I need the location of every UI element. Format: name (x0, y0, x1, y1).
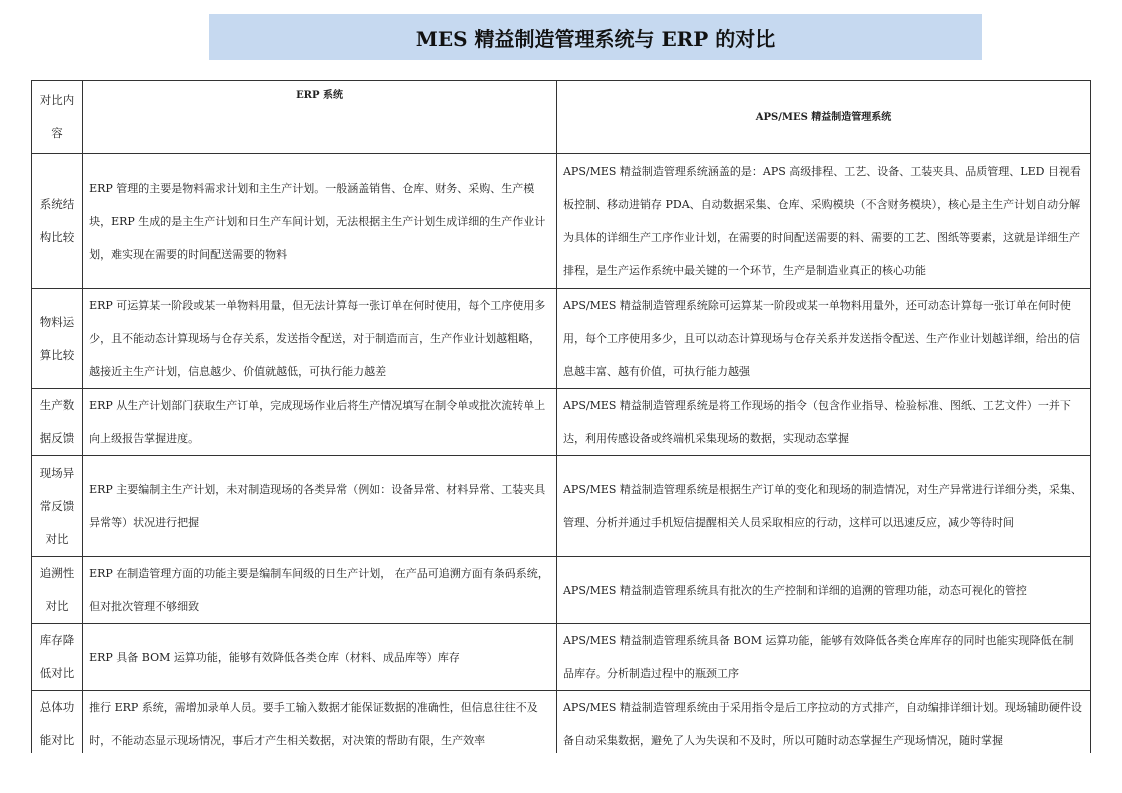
header-label-cell: 对比内容 (32, 81, 83, 154)
row-label: 总体功能对比 (32, 691, 83, 754)
table-row (32, 691, 1091, 754)
table-header-row (32, 81, 1091, 154)
row-label: 生产数据反馈 (32, 389, 83, 456)
row-label: 追溯性对比 (32, 557, 83, 624)
table-row (32, 624, 1091, 691)
row-label: 物料运算比较 (32, 289, 83, 389)
table-row (32, 389, 1091, 456)
table-row (32, 456, 1091, 557)
row-label: 库存降低对比 (32, 624, 83, 691)
row-label: 系统结构比较 (32, 154, 83, 289)
comparison-table (31, 80, 1091, 753)
mes-cell: APS/MES 精益制造管理系统具备 BOM 运算功能，能够有效降低各类仓库库存的同时也能实现降低在制品库存。分析制造过程中的瓶颈工序 (556, 624, 1090, 691)
erp-cell: ERP 管理的主要是物料需求计划和主生产计划。一般涵盖销售、仓库、财务、采购、生产模块，ERP 生成的是主生产计划和日生产车间计划，无法根据主生产计划生成详细的生产作业计划，难实现在需要的时间配送需要的物料 (83, 154, 557, 289)
mes-cell: APS/MES 精益制造管理系统具有批次的生产控制和详细的追溯的管理功能，动态可视化的管控 (556, 557, 1090, 624)
mes-cell: APS/MES 精益制造管理系统是根据生产订单的变化和现场的制造情况，对生产异常进行详细分类，采集、管理、分析并通过手机短信提醒相关人员采取相应的行动，这样可以迅速反应，减少等待时间 (556, 456, 1090, 557)
mes-cell: APS/MES 精益制造管理系统除可运算某一阶段或某一单物料用量外，还可动态计算每一张订单在何时使用，每个工序使用多少，且可以动态计算现场与仓存关系并发送指令配送、生产作业计划越详细，给出的信息越丰富、越有价值，可执行能力越强 (556, 289, 1090, 389)
header-mes-cell: APS/MES 精益制造管理系统 (556, 81, 1090, 154)
erp-cell: 推行 ERP 系统，需增加录单人员。要手工输入数据才能保证数据的准确性，但信息往往不及时，不能动态显示现场情况，事后才产生相关数据，对决策的帮助有限，生产效率 (83, 691, 557, 754)
page-title: MES 精益制造管理系统与 ERP 的对比 (209, 14, 982, 60)
header-erp-cell: ERP 系统 (83, 81, 557, 154)
row-label: 现场异常反馈对比 (32, 456, 83, 557)
erp-cell: ERP 主要编制主生产计划，未对制造现场的各类异常（例如：设备异常、材料异常、工装夹具异常等）状况进行把握 (83, 456, 557, 557)
table-row (32, 557, 1091, 624)
comparison-table-container (31, 80, 1091, 753)
erp-cell: ERP 在制造管理方面的功能主要是编制车间级的日生产计划， 在产品可追溯方面有条码系统，但对批次管理不够细致 (83, 557, 557, 624)
table-row (32, 289, 1091, 389)
mes-cell: APS/MES 精益制造管理系统由于采用指令是后工序拉动的方式排产，自动编排详细计划。现场辅助硬件设备自动采集数据，避免了人为失误和不及时，所以可随时动态掌握生产现场情况，随时掌握 (556, 691, 1090, 754)
mes-cell: APS/MES 精益制造管理系统是将工作现场的指令（包含作业指导、检验标准、图纸、工艺文件）一并下达，利用传感设备或终端机采集现场的数据，实现动态掌握 (556, 389, 1090, 456)
erp-cell: ERP 具备 BOM 运算功能，能够有效降低各类仓库（材料、成品库等）库存 (83, 624, 557, 691)
table-row (32, 154, 1091, 289)
erp-cell: ERP 可运算某一阶段或某一单物料用量，但无法计算每一张订单在何时使用，每个工序使用多少，且不能动态计算现场与仓存关系，发送指令配送，对于制造而言，生产作业计划越粗略，越接近主生产计划，信息越少、价值就越低，可执行能力越差 (83, 289, 557, 389)
mes-cell: APS/MES 精益制造管理系统涵盖的是：APS 高级排程、工艺、设备、工装夹具、品质管理、LED 目视看板控制、移动进销存 PDA、自动数据采集、仓库、采购模块（不含财务模块），核心是主生产计划自动分解为具体的详细生产工序作业计划，在需要的时间配送需要的料、需要的工艺、图纸等要素，这就是详细生产排程，是生产运作系统中最关键的一个环节，生产是制造业真正的核心功能 (556, 154, 1090, 289)
erp-cell: ERP 从生产计划部门获取生产订单，完成现场作业后将生产情况填写在制令单或批次流转单上向上级报告掌握进度。 (83, 389, 557, 456)
